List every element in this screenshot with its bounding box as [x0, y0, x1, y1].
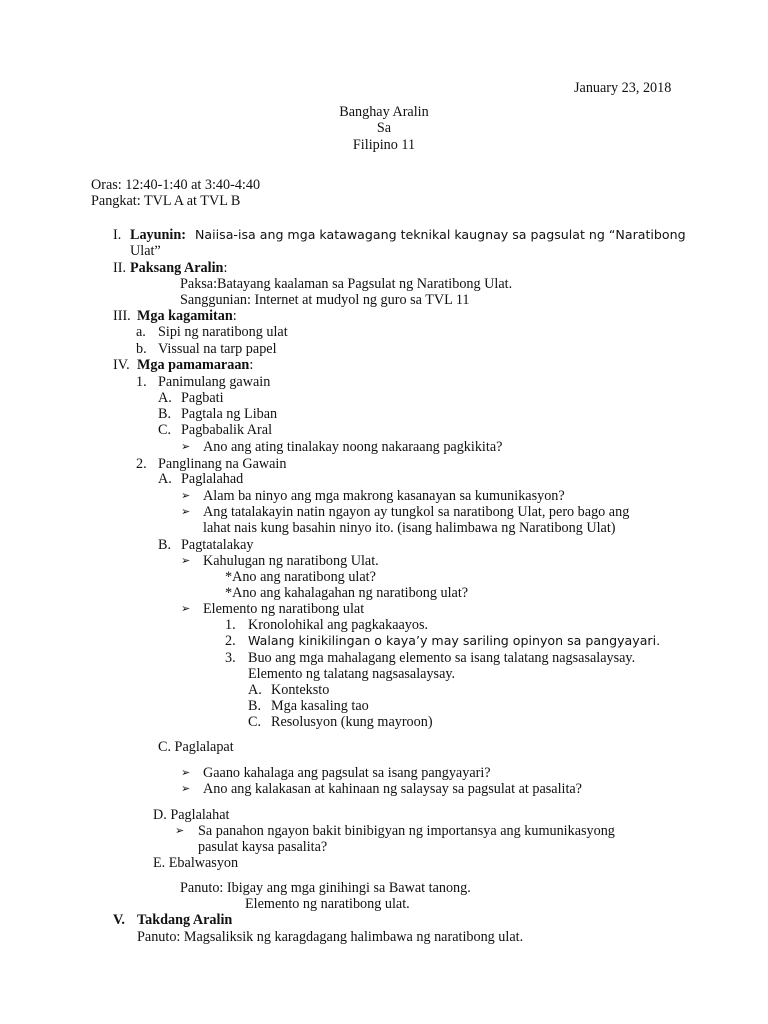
panuto: Panuto: Ibigay ang mga ginihingi sa Bawat tanong. [180, 880, 471, 896]
sub-question: *Ano ang kahalagahan ng naratibong ulat? [225, 585, 469, 601]
bullet-arrow-icon: ➢ [181, 782, 191, 795]
section-1-title: Layunin: [130, 227, 186, 243]
section-2-heading [130, 260, 227, 276]
list-marker: A. [248, 682, 262, 698]
list-marker: A. [158, 390, 172, 406]
layunin-text: Naiisa-isa ang mga katawagang teknikal kaugnay sa pagsulat ng “Naratibong [195, 227, 686, 242]
list-item: D. Paglalahat [153, 807, 230, 823]
section-1-number: I. [113, 227, 122, 243]
list-item: Resolusyon (kung mayroon) [271, 714, 433, 730]
bullet-arrow-icon: ➢ [181, 489, 191, 502]
section-2-colon: : [223, 260, 228, 276]
list-item: Buo ang mga mahalagang elemento sa isang talatang nagsasalaysay. [248, 650, 636, 666]
list-marker: b. [136, 341, 147, 357]
section-4-colon: : [249, 357, 254, 373]
list-marker: 3. [225, 650, 236, 666]
section-4-heading [137, 357, 253, 373]
list-item: Sipi ng naratibong ulat [158, 324, 288, 340]
date: January 23, 2018 [574, 80, 672, 96]
bullet-text: Elemento ng naratibong ulat [203, 601, 365, 617]
list-item: Konteksto [271, 682, 330, 698]
layunin-text-cont: Ulat” [130, 243, 161, 259]
title-line-2: Sa [376, 120, 392, 136]
list-marker: 1. [136, 374, 147, 390]
bullet-arrow-icon: ➢ [175, 824, 185, 837]
list-marker: A. [158, 471, 172, 487]
list-marker: 1. [225, 617, 236, 633]
list-item: Pagtala ng Liban [181, 406, 278, 422]
list-item: Mga kasaling tao [271, 698, 369, 714]
section-4-number: IV. [113, 357, 130, 373]
list-item: Vissual na tarp papel [158, 341, 277, 357]
list-marker: C. [248, 714, 262, 730]
sub-question: *Ano ang naratibong ulat? [225, 569, 376, 585]
bullet-text-cont: pasulat kaysa pasalita? [198, 839, 328, 855]
bullet-arrow-icon: ➢ [181, 602, 191, 615]
list-marker: B. [158, 537, 172, 553]
bullet-text-cont: lahat nais kung basahin ninyo ito. (isang halimbawa ng Naratibong Ulat) [203, 520, 616, 536]
section-2-title: Paksang Aralin [130, 260, 224, 276]
panuto-cont: Elemento ng naratibong ulat. [245, 896, 410, 912]
bullet-text: Ang tatalakayin natin ngayon ay tungkol sa naratibong Ulat, pero bago ang [203, 504, 630, 520]
bullet-text: Kahulugan ng naratibong Ulat. [203, 553, 379, 569]
section-5-number: V. [113, 912, 125, 928]
section-5-title: Takdang Aralin [137, 912, 233, 928]
list-marker: C. [158, 422, 172, 438]
bullet-arrow-icon: ➢ [181, 554, 191, 567]
sanggunian: Sanggunian: Internet at mudyol ng guro sa TVL 11 [180, 292, 470, 308]
list-item: Pagtatalakay [181, 537, 254, 553]
section-3-title: Mga kagamitan [137, 308, 233, 324]
bullet-text: Ano ang ating tinalakay noong nakaraang pagkikita? [203, 439, 503, 455]
paksa: Paksa:Batayang kaalaman sa Pagsulat ng Naratibong Ulat. [180, 276, 513, 292]
title-line-1: Banghay Aralin [339, 104, 429, 120]
section-3-colon: : [232, 308, 237, 324]
bullet-text: Ano ang kalakasan at kahinaan ng salaysay sa pagsulat at pasalita? [203, 781, 582, 797]
bullet-arrow-icon: ➢ [181, 505, 191, 518]
list-item: Pagbabalik Aral [181, 422, 273, 438]
bullet-text: Gaano kahalaga ang pagsulat sa isang pangyayari? [203, 765, 491, 781]
bullet-text: Alam ba ninyo ang mga makrong kasanayan sa kumunikasyon? [203, 488, 565, 504]
list-item: C. Paglalapat [158, 739, 234, 755]
list-marker: B. [248, 698, 262, 714]
section-3-number: III. [113, 308, 131, 324]
list-marker: B. [158, 406, 172, 422]
bullet-arrow-icon: ➢ [181, 440, 191, 453]
list-item: Panglinang na Gawain [158, 456, 287, 472]
takdang-panuto: Panuto: Magsaliksik ng karagdagang halimbawa ng naratibong ulat. [137, 929, 524, 945]
list-marker: 2. [136, 456, 147, 472]
section-3-heading [137, 308, 237, 324]
bullet-text: Sa panahon ngayon bakit binibigyan ng importansya ang kumunikasyong [198, 823, 615, 839]
list-marker: 2. [225, 633, 236, 649]
section-2-number: II. [113, 260, 126, 276]
list-item: Walang kinikilingan o kaya’y may sariling opinyon sa pangyayari. [248, 633, 661, 648]
title-line-3: Filipino 11 [352, 137, 416, 153]
section-4-title: Mga pamamaraan [137, 357, 250, 373]
pangkat: Pangkat: TVL A at TVL B [91, 193, 241, 209]
list-item: E. Ebalwasyon [153, 855, 239, 871]
list-item: Pagbati [181, 390, 224, 406]
list-item: Panimulang gawain [158, 374, 271, 390]
list-item-cont: Elemento ng talatang nagsasalaysay. [248, 666, 456, 682]
oras: Oras: 12:40-1:40 at 3:40-4:40 [91, 177, 261, 193]
bullet-arrow-icon: ➢ [181, 766, 191, 779]
list-item: Kronolohikal ang pagkakaayos. [248, 617, 429, 633]
list-marker: a. [136, 324, 146, 340]
list-item: Paglalahad [181, 471, 244, 487]
